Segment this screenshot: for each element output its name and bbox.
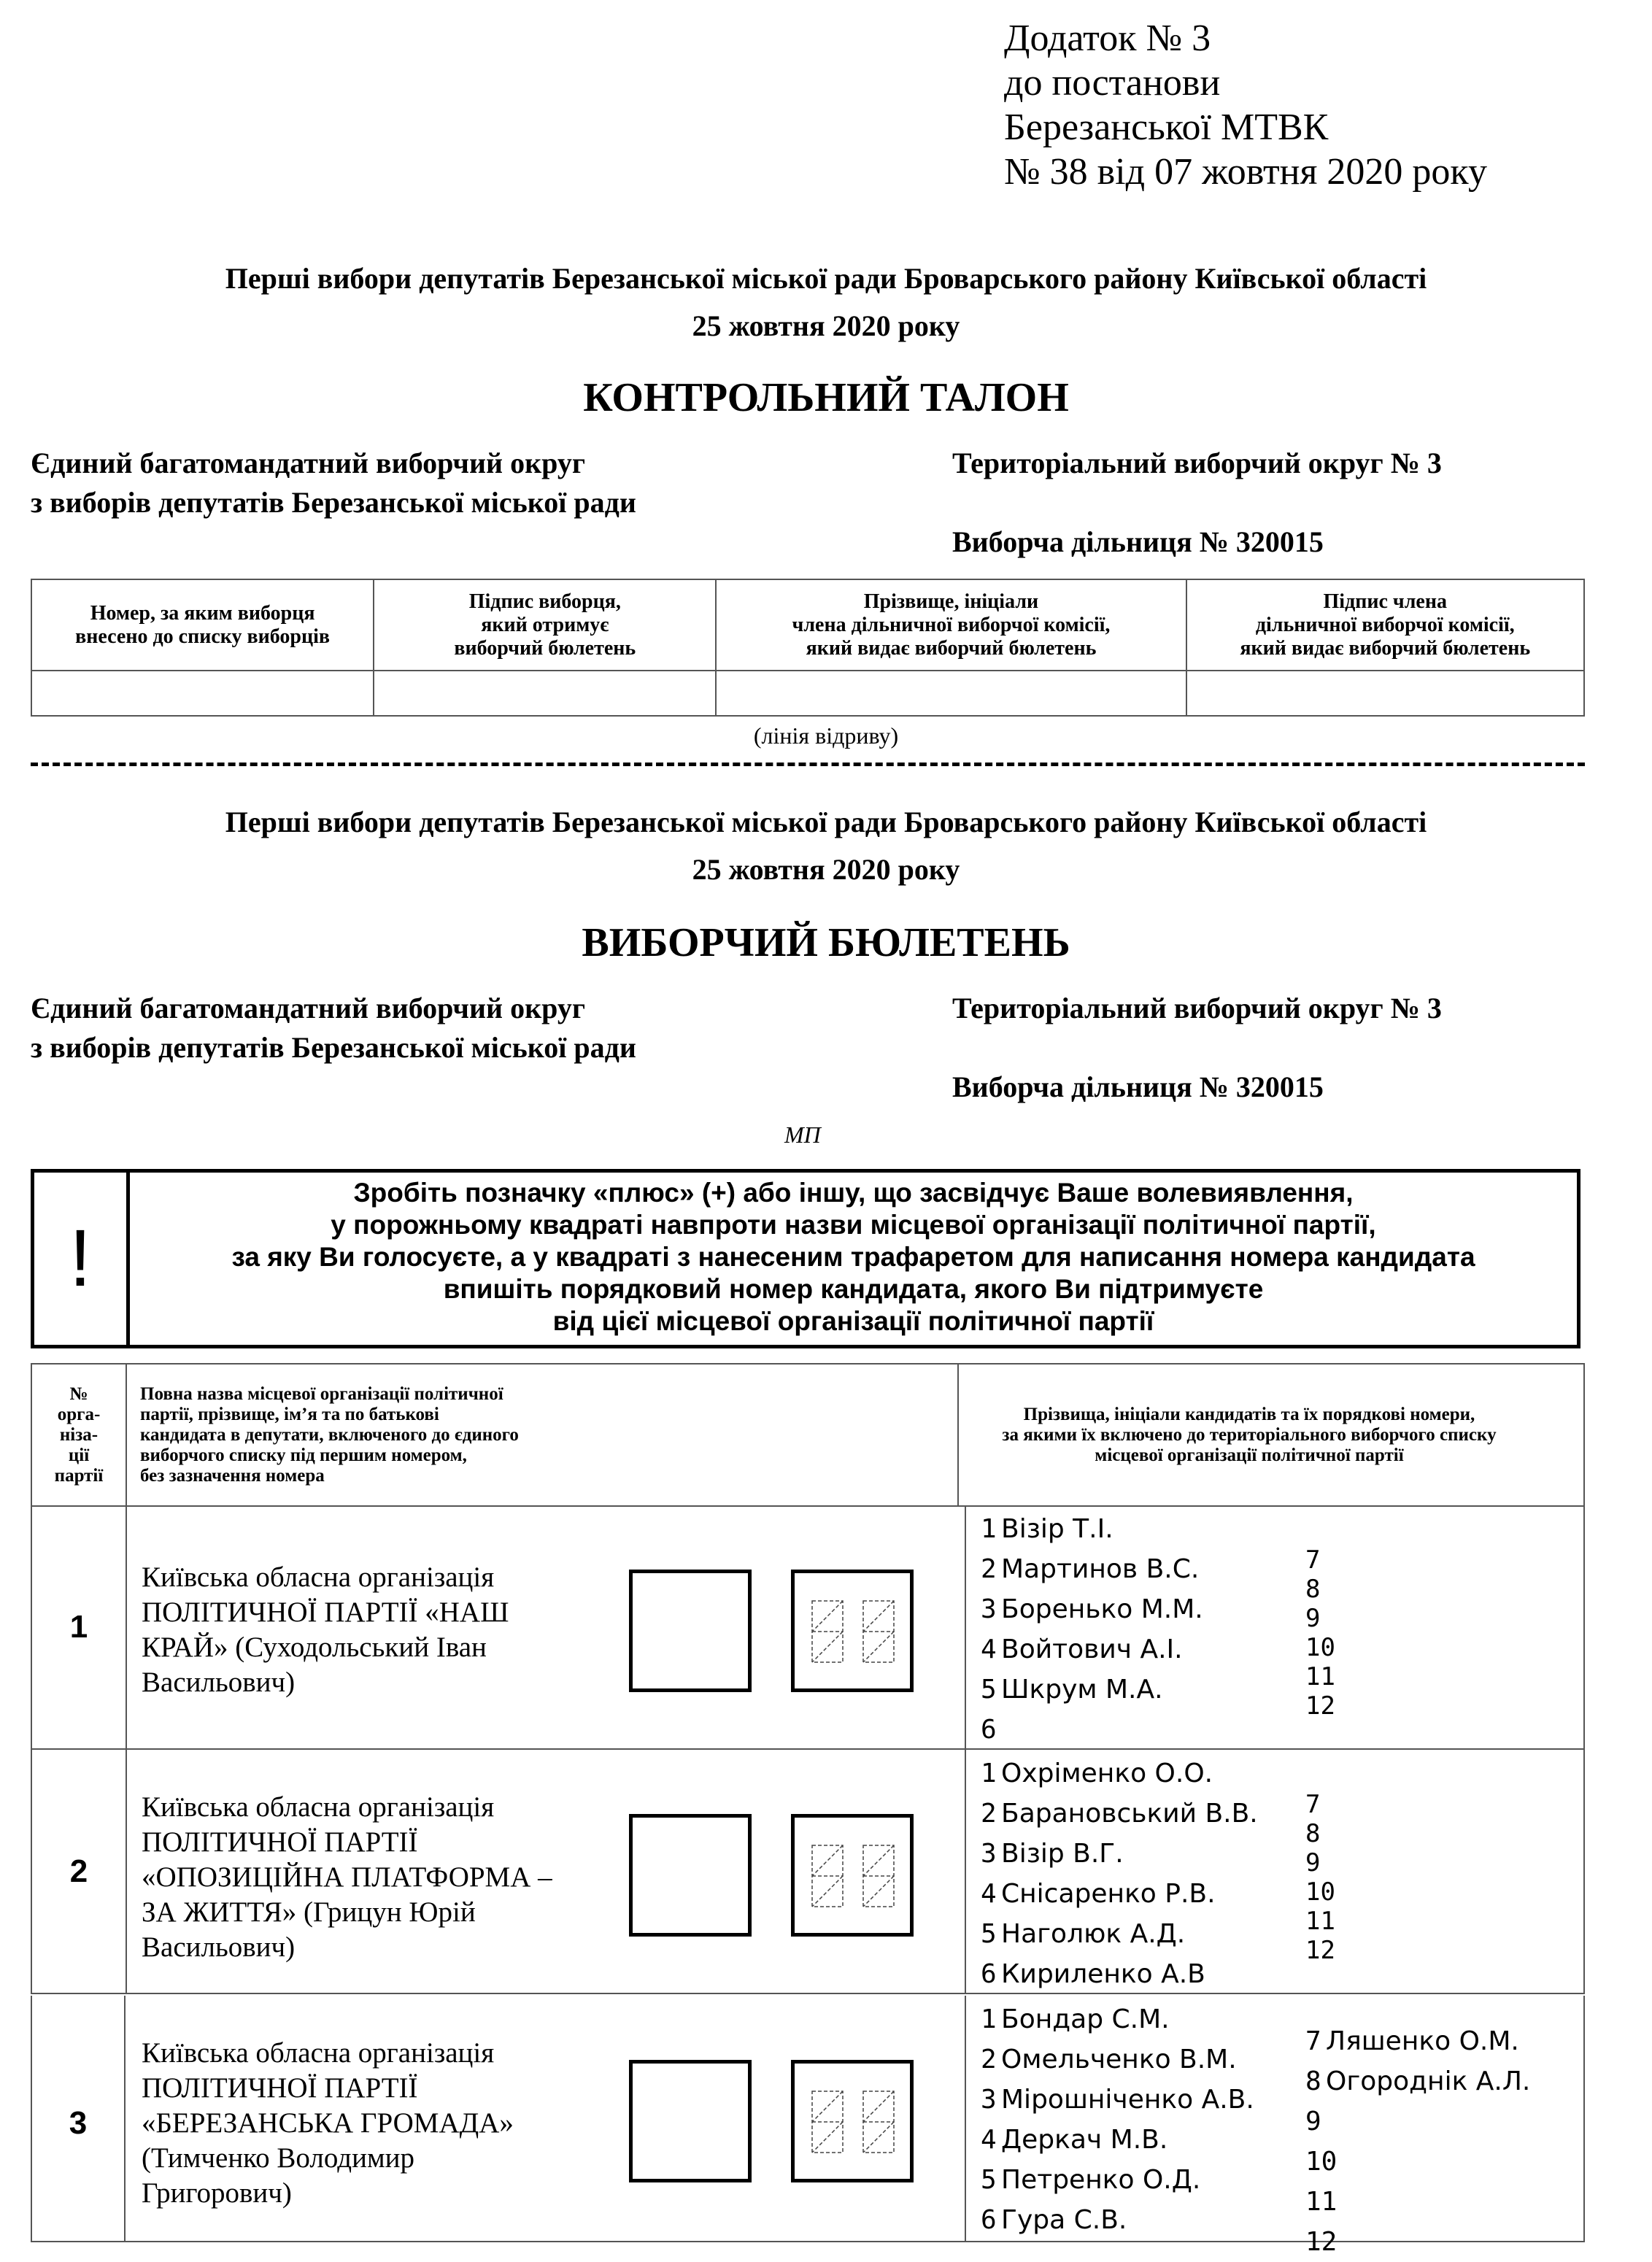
party-name-line: Васильович) [142,1667,296,1698]
candidate-number: 4 [981,1879,997,1909]
party-name-line: «ОПОЗИЦІЙНА ПЛАТФОРМА – [142,1861,552,1893]
candidate-number: 8 [1305,1819,1321,1848]
ballot-heading: ВИБОРЧИЙ БЮЛЕТЕНЬ [582,920,1070,965]
candidate-item [1305,1604,1335,1633]
candidate-number: 11 [1305,1907,1335,1936]
talon-col-member-signature: Підпис члена дільничної виборчої комісії, який видає виборчий бюлетень [1186,579,1584,671]
candidate-number: 2 [981,2045,997,2074]
ballot-table [31,1363,1585,1507]
annex-line: Додаток № 3 [1004,18,1211,59]
talon-heading: КОНТРОЛЬНИЙ ТАЛОН [583,375,1069,420]
candidate-name: Мартинов В.С. [1001,1554,1200,1584]
candidate-number: 1 [981,1514,997,1544]
candidate-item [981,2120,1254,2160]
digit-stencil-icon [862,2090,895,2154]
candidate-number: 2 [981,1554,997,1584]
candidate-item [1305,1907,1335,1936]
candidate-number: 6 [981,1959,997,1989]
party-name-line: (Тимченко Володимир [142,2142,415,2174]
party-name-line: Київська обласна організація [142,2037,495,2069]
instruction-line: у порожньому квадраті навпроти назви місцевої організації політичної партії, [331,1210,1376,1240]
annex-line: Березанської МТВК [1004,107,1329,148]
ballot-election-title: Перші вибори депутатів Березанської міської ради Броварського району Київської області [225,806,1427,838]
talon-entry-row [31,671,1584,716]
exclamation-icon: ! [34,1173,130,1345]
candidate-number: 3 [981,1594,997,1624]
stamp-label: МП [784,1122,821,1148]
party-name-line: ПОЛІТИЧНОЇ ПАРТІЇ [142,2072,418,2104]
tear-line [31,763,1585,766]
candidate-number: 3 [981,2085,997,2115]
party-number: 2 [32,1750,127,1993]
digit-stencil-icon [811,2090,844,2154]
candidate-item [981,1670,1203,1710]
party-row [31,1750,1585,1994]
ballot-district-left-2: з виборів депутатів Березанської міської ради [31,1031,636,1064]
candidate-number: 4 [981,2125,997,2155]
talon-election-title: Перші вибори депутатів Березанської міської ради Броварського району Київської області [225,262,1427,295]
candidate-item [981,2160,1254,2200]
candidate-name: Омельченко В.М. [1001,2045,1237,2074]
party-name-line: Васильович) [142,1931,296,1963]
candidate-item [1305,1936,1335,1965]
candidate-number: 6 [981,1715,997,1745]
candidate-number: 9 [1305,1604,1321,1633]
candidate-number: 10 [1305,1633,1335,1662]
candidate-name: Боренько М.М. [1001,1594,1203,1624]
talon-cell-voter-number[interactable] [31,671,374,716]
party-name-line: «БЕРЕЗАНСЬКА ГРОМАДА» [142,2107,514,2139]
party-name-line: Київська обласна організація [142,1562,495,1593]
candidate-item [1305,2142,1530,2182]
candidate-list-secondary [1305,2021,1530,2262]
candidate-number: 1 [981,1759,997,1788]
talon-col-voter-signature: Підпис виборця, який отримує виборчий бюлетень [374,579,716,671]
col-party-name: Повна назва місцевої організації політичної партії, прізвище, ім’я та по батькові кандидата в депутати, включеного до єдиного виборчого списку під першим номером, без зазначення номера [126,1364,958,1506]
candidate-item [1305,1662,1335,1691]
party-row [31,1505,1585,1750]
ballot-precinct: Виборча дільниця № 320015 [952,1070,1324,1103]
candidate-name: Барановський В.В. [1001,1799,1258,1829]
candidate-item [1305,1633,1335,1662]
party-name-line: КРАЙ» (Суходольський Іван [142,1632,487,1663]
digit-stencil-icon [862,1599,895,1664]
candidate-number: 7 [1305,1545,1321,1575]
candidate-number: 11 [1305,2187,1338,2217]
col-party-number: № орга- ніза- ції партії [31,1364,126,1506]
candidate-number: 8 [1305,2066,1321,2096]
candidate-name: Шкрум М.А. [1001,1675,1163,1705]
candidate-number: 7 [1305,2026,1321,2056]
instruction-line: за яку Ви голосуєте, а у квадраті з нанесеним трафаретом для написання номера кандидата [231,1242,1475,1272]
party-number: 1 [32,1505,127,1748]
candidate-item [981,1874,1258,1914]
candidate-number: 12 [1305,1691,1335,1721]
candidate-item [981,2200,1254,2240]
candidate-list [981,1999,1254,2240]
candidate-item [1305,1848,1335,1877]
talon-cell-voter-signature[interactable] [374,671,716,716]
ballot-election-date: 25 жовтня 2020 року [692,853,960,886]
candidate-name: Снісаренко Р.В. [1001,1879,1216,1909]
candidate-name: Гура С.В. [1001,2205,1127,2235]
candidate-number: 2 [981,1799,997,1829]
instruction-line: впишіть порядковий номер кандидата, якого Ви підтримуєте [443,1274,1264,1304]
candidate-item [981,1509,1203,1549]
talon-cell-member-name[interactable] [716,671,1186,716]
candidate-item [981,2080,1254,2120]
talon-district-left-2: з виборів депутатів Березанської міської ради [31,486,636,519]
candidate-item [1305,2021,1530,2061]
candidate-number: 9 [1305,1848,1321,1877]
candidate-number-box[interactable] [791,2060,914,2182]
party-name-line: ПОЛІТИЧНОЇ ПАРТІЇ [142,1826,418,1858]
instructions-box [31,1169,1580,1348]
digit-stencil-icon [811,1844,844,1908]
candidate-number: 12 [1305,1936,1335,1965]
candidate-item [981,2039,1254,2080]
digit-stencil-icon [811,1599,844,1664]
talon-district-right: Територіальний виборчий округ № 3 [952,447,1442,479]
candidate-item [981,1710,1203,1750]
tear-line-label: (лінія відриву) [753,722,899,749]
candidate-list-secondary [1305,1545,1335,1721]
candidate-number: 4 [981,1634,997,1664]
candidate-name: Охріменко О.О. [1001,1759,1213,1788]
candidate-number: 10 [1305,2147,1338,2177]
candidate-item [1305,1819,1335,1848]
party-name-line: Київська обласна організація [142,1791,495,1823]
candidate-number: 12 [1305,2227,1338,2257]
party-vote-box[interactable] [629,1570,752,1692]
candidate-number: 5 [981,2165,997,2195]
candidate-item [981,1753,1258,1794]
party-cell [126,1996,966,2241]
talon-header-row [31,579,1584,671]
instruction-line: Зробіть позначку «плюс» (+) або іншу, що засвідчує Ваше волевиявлення, [353,1178,1354,1208]
talon-table [31,579,1585,717]
candidate-item [981,1834,1258,1874]
party-name [142,1790,552,1965]
candidate-name: Візір Т.І. [1001,1514,1113,1544]
party-vote-box[interactable] [629,1814,752,1937]
candidate-item [1305,1545,1335,1575]
candidate-number: 10 [1305,1877,1335,1907]
candidate-number: 1 [981,2004,997,2034]
instruction-line: від цієї місцевої організації політичної партії [552,1306,1154,1336]
candidate-item [1305,1877,1335,1907]
candidate-item [981,1954,1258,1994]
candidate-name: Огороднік А.Л. [1326,2066,1531,2096]
candidate-number: 7 [1305,1790,1321,1819]
candidate-number: 8 [1305,1575,1321,1604]
candidate-number: 3 [981,1839,997,1869]
party-vote-box[interactable] [629,2060,752,2182]
candidate-number-box[interactable] [791,1570,914,1692]
party-name [142,1560,509,1700]
party-name [142,2036,514,2211]
annex-block [1004,16,1487,194]
candidate-number: 11 [1305,1662,1335,1691]
candidate-item [1305,2061,1530,2101]
ballot-header-row [31,1364,1584,1506]
candidate-name: Візір В.Г. [1001,1839,1124,1869]
candidate-name: Кириленко А.В [1001,1959,1205,1989]
candidate-list [981,1509,1203,1750]
candidate-name: Петренко О.Д. [1001,2165,1201,2195]
ballot-district-left-1: Єдиний багатомандатний виборчий округ [31,992,585,1024]
talon-election-date: 25 жовтня 2020 року [692,309,960,342]
candidate-item [1305,2182,1530,2222]
candidate-list [981,1753,1258,1994]
candidate-item [981,1914,1258,1954]
annex-line: до постанови [1004,62,1221,104]
party-name-line: ЗА ЖИТТЯ» (Грицун Юрій [142,1896,476,1928]
instructions-text [130,1177,1577,1337]
candidate-number: 6 [981,2205,997,2235]
candidate-number: 5 [981,1675,997,1705]
party-number: 3 [32,1996,126,2241]
talon-cell-member-signature[interactable] [1186,671,1584,716]
talon-district-left-1: Єдиний багатомандатний виборчий округ [31,447,585,479]
digit-stencil-icon [862,1844,895,1908]
candidate-item [981,1589,1203,1629]
party-cell [126,1750,966,1993]
candidate-item [981,1794,1258,1834]
col-candidates: Прізвища, ініціали кандидатів та їх порядкові номери, за якими їх включено до територіального виборчого списку місцевої організації політичної партії [958,1364,1584,1506]
candidate-item [1305,1575,1335,1604]
candidate-number: 5 [981,1919,997,1949]
talon-col-member-name: Прізвище, ініціали члена дільничної виборчої комісії, який видає виборчий бюлетень [716,579,1186,671]
candidate-name: Ляшенко О.М. [1326,2026,1519,2056]
candidate-name: Бондар С.М. [1001,2004,1170,2034]
candidate-name: Мірошніченко А.В. [1001,2085,1254,2115]
candidate-number-box[interactable] [791,1814,914,1937]
candidate-name: Войтович А.І. [1001,1634,1183,1664]
talon-col-voter-number: Номер, за яким виборця внесено до списку виборців [31,579,374,671]
candidate-item [981,1629,1203,1670]
candidate-item [1305,1691,1335,1721]
candidate-item [1305,1790,1335,1819]
party-name-line: Григорович) [142,2177,292,2209]
candidate-item [1305,2101,1530,2142]
candidate-number: 9 [1305,2107,1321,2136]
candidate-name: Наголюк А.Д. [1001,1919,1186,1949]
party-name-line: ПОЛІТИЧНОЇ ПАРТІЇ «НАШ [142,1597,509,1628]
party-cell [126,1505,966,1748]
candidate-item [981,1999,1254,2039]
candidate-name: Деркач М.В. [1001,2125,1168,2155]
annex-line: № 38 від 07 жовтня 2020 року [1004,151,1487,193]
candidate-item [981,1549,1203,1589]
ballot-district-right: Територіальний виборчий округ № 3 [952,992,1442,1024]
party-row [31,1996,1585,2257]
talon-precinct: Виборча дільниця № 320015 [952,525,1324,558]
candidate-list-secondary [1305,1790,1335,1965]
